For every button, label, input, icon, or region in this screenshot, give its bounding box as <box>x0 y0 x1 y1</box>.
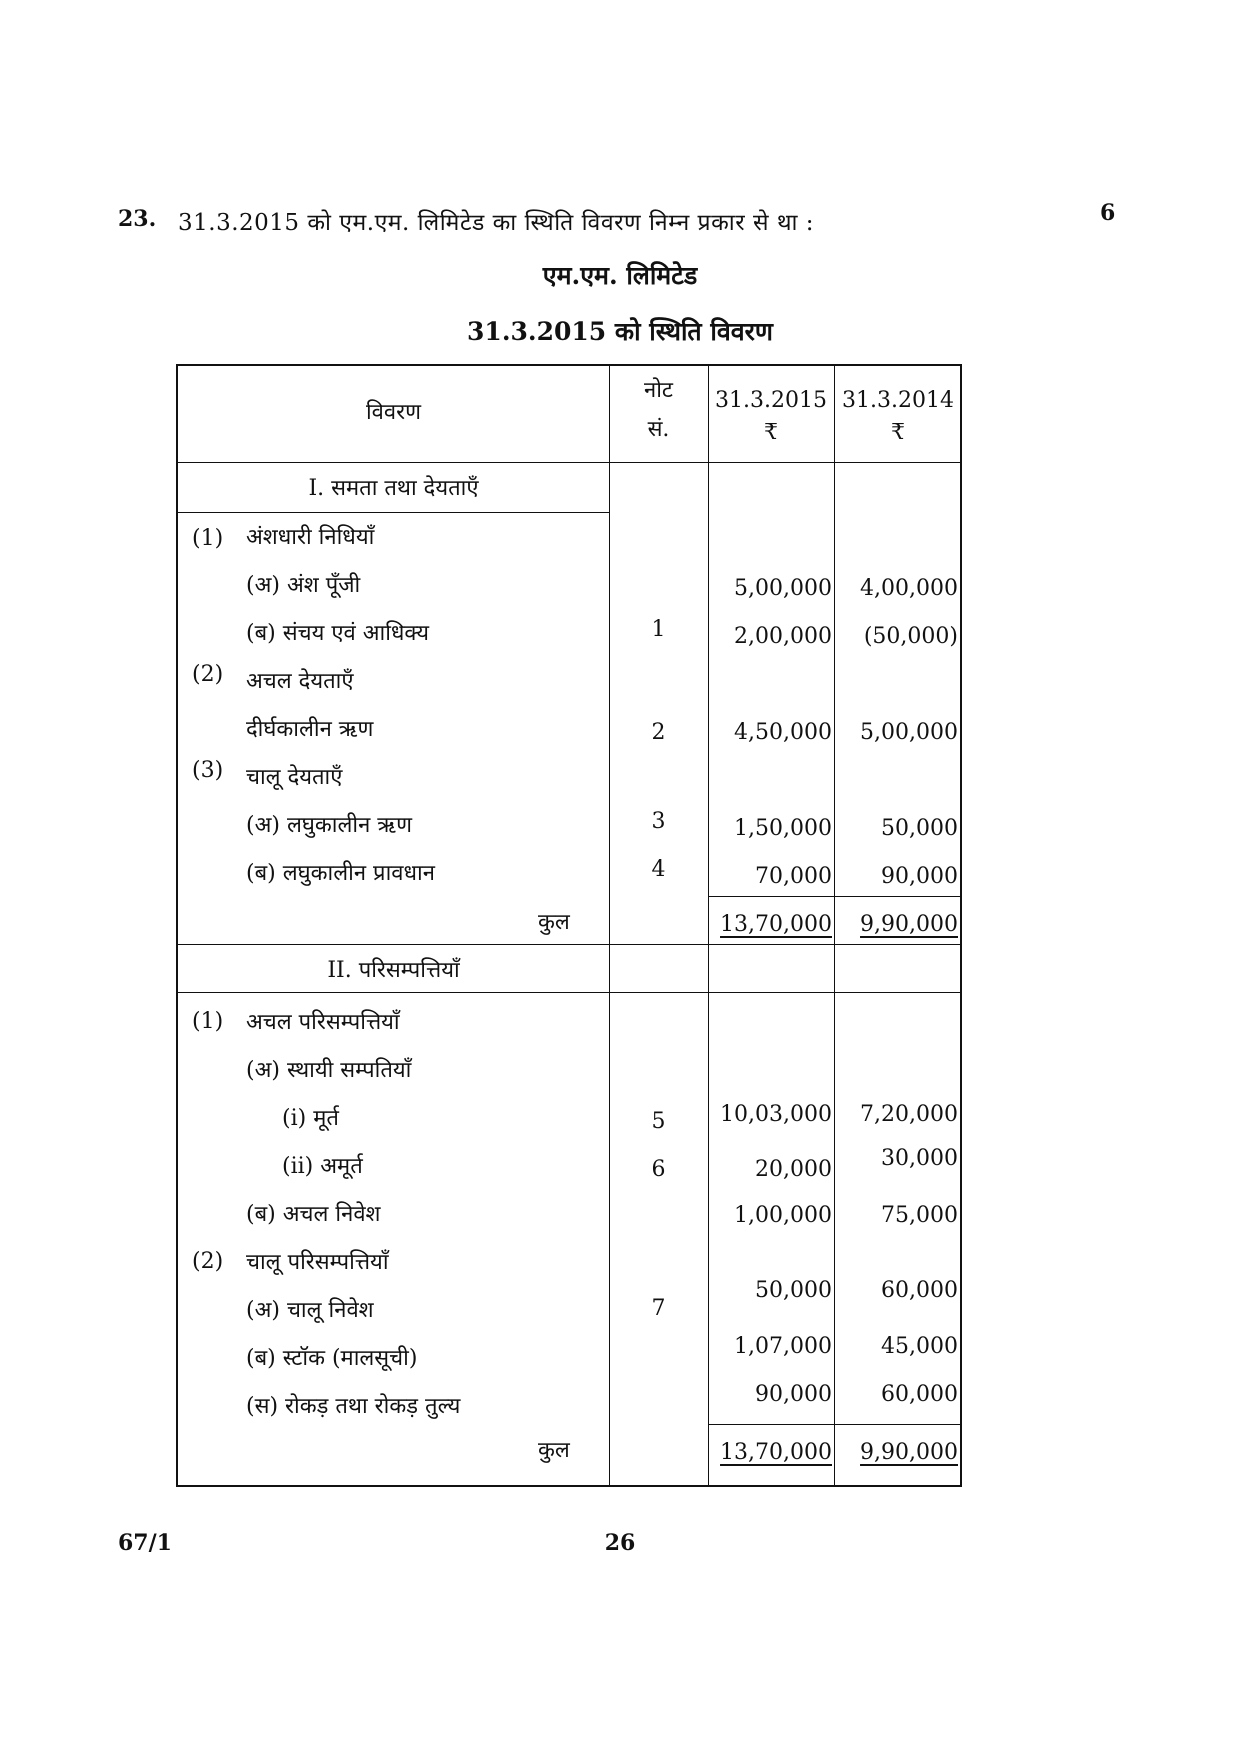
total1-top-rule <box>708 896 960 897</box>
question-number: 23. <box>118 206 157 232</box>
row-label: (ब) संचय एवं आधिक्य <box>246 621 429 646</box>
row-label: अचल देयताएँ <box>246 669 354 694</box>
value-2015: 50,000 <box>755 1278 832 1303</box>
note-number: 7 <box>651 1296 666 1321</box>
question-text: 31.3.2015 को एम.एम. लिमिटेड का स्थिति विवरण निम्न प्रकार से था : <box>178 210 815 236</box>
header-rupee-2015: ₹ <box>764 420 778 445</box>
value-2014: 90,000 <box>881 864 958 889</box>
row-label: (ii) अमूर्त <box>282 1154 363 1179</box>
value-2014: 60,000 <box>881 1382 958 1407</box>
row-label: (ब) स्टॉक (मालसूची) <box>246 1346 418 1371</box>
note-number: 4 <box>651 857 666 882</box>
total-2015: 13,70,000 <box>720 912 832 937</box>
column-rule-2015 <box>834 366 835 1485</box>
row-label: (अ) स्थायी सम्पतियाँ <box>246 1058 412 1083</box>
value-2015: 5,00,000 <box>734 576 832 601</box>
section-equity-liabilities: I. समता तथा देयताएँ <box>308 476 479 501</box>
statement-title: 31.3.2015 को स्थिति विवरण <box>467 317 773 346</box>
row-label: चालू परिसम्पत्तियाँ <box>246 1250 389 1275</box>
row-label: (अ) अंश पूँजी <box>246 573 361 598</box>
row-label: (अ) चालू निवेश <box>246 1298 374 1323</box>
value-2014: 75,000 <box>881 1203 958 1228</box>
row-number: (1) <box>192 1009 224 1034</box>
value-2014: 50,000 <box>881 816 958 841</box>
header-note-line2: सं. <box>647 417 670 442</box>
value-2015: 4,50,000 <box>734 720 832 745</box>
value-2014: 30,000 <box>881 1146 958 1171</box>
row-label: (ब) लघुकालीन प्रावधान <box>246 861 435 886</box>
value-2014: (50,000) <box>863 624 958 649</box>
question-marks: 6 <box>1100 200 1116 226</box>
header-year-2014: 31.3.2014 <box>842 388 954 413</box>
header-rupee-2014: ₹ <box>891 420 905 445</box>
row-number: (1) <box>192 526 224 551</box>
value-2014: 5,00,000 <box>860 720 958 745</box>
row-label: (ब) अचल निवेश <box>246 1202 381 1227</box>
header-note-line1: नोट <box>644 378 673 403</box>
value-2015: 1,00,000 <box>734 1203 832 1228</box>
value-2015: 70,000 <box>755 864 832 889</box>
total-2014: 9,90,000 <box>860 1440 958 1465</box>
page-number: 26 <box>604 1530 636 1556</box>
value-2015: 10,03,000 <box>720 1102 832 1127</box>
row-label: दीर्घकालीन ऋण <box>246 717 374 742</box>
note-number: 2 <box>651 720 666 745</box>
row-number: (2) <box>192 1249 224 1274</box>
note-number: 1 <box>651 617 666 642</box>
value-2015: 1,50,000 <box>734 816 832 841</box>
value-2015: 20,000 <box>755 1157 832 1182</box>
value-2014: 45,000 <box>881 1334 958 1359</box>
header-particulars: विवरण <box>365 400 422 425</box>
section2-bottom-rule <box>178 992 960 993</box>
header-rule <box>178 462 960 463</box>
balance-sheet-table <box>176 364 962 1487</box>
note-number: 6 <box>651 1157 666 1182</box>
total-label: कुल <box>538 910 570 935</box>
row-label: चालू देयताएँ <box>246 765 343 790</box>
row-label: (अ) लघुकालीन ऋण <box>246 813 412 838</box>
row-number: (3) <box>192 758 224 783</box>
row-number: (2) <box>192 662 224 687</box>
row-label: (स) रोकड़ तथा रोकड़ तुल्य <box>246 1394 461 1419</box>
value-2014: 60,000 <box>881 1278 958 1303</box>
row-label: (i) मूर्त <box>282 1106 339 1131</box>
section2-top-rule <box>178 944 960 945</box>
header-year-2015: 31.3.2015 <box>715 388 827 413</box>
note-number: 3 <box>651 809 666 834</box>
value-2014: 7,20,000 <box>860 1102 958 1127</box>
note-number: 5 <box>651 1109 666 1134</box>
value-2015: 1,07,000 <box>734 1334 832 1359</box>
value-2015: 90,000 <box>755 1382 832 1407</box>
value-2014: 4,00,000 <box>860 576 958 601</box>
total-label: कुल <box>538 1438 570 1463</box>
total-2014: 9,90,000 <box>860 912 958 937</box>
row-label: अचल परिसम्पत्तियाँ <box>246 1010 400 1035</box>
row-label: अंशधारी निधियाँ <box>246 525 375 550</box>
total-2015: 13,70,000 <box>720 1440 832 1465</box>
section-assets: II. परिसम्पत्तियाँ <box>327 958 460 983</box>
total2-top-rule <box>708 1424 960 1425</box>
paper-code: 67/1 <box>118 1530 172 1556</box>
company-name: एम.एम. लिमिटेड <box>542 261 698 290</box>
value-2015: 2,00,000 <box>734 624 832 649</box>
section1-rule <box>178 512 609 513</box>
